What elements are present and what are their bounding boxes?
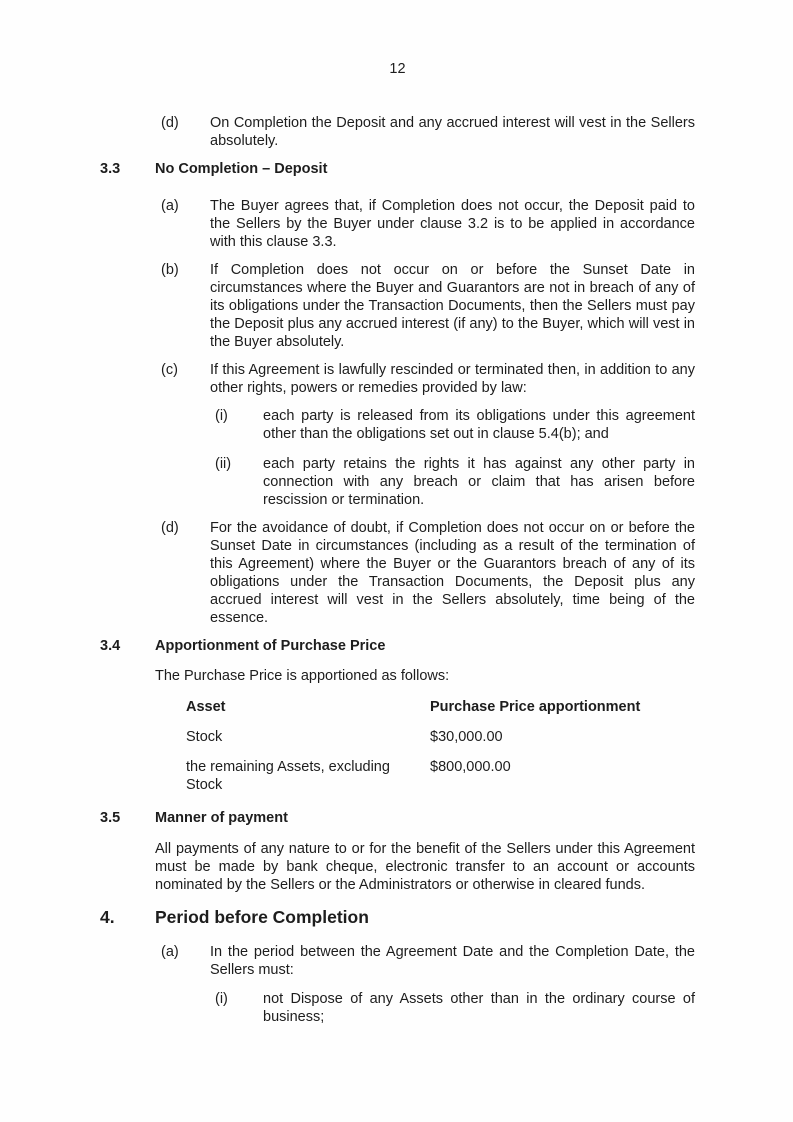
clause-text: On Completion the Deposit and any accrued interest will vest in the Sellers absolutely. (210, 115, 695, 149)
section-heading-4 (100, 906, 695, 928)
section-title: Apportionment of Purchase Price (155, 638, 386, 654)
section-title: Period before Completion (155, 907, 369, 927)
section-heading-3-5 (100, 809, 695, 827)
section-number: 3.5 (100, 810, 121, 826)
section-number: 4. (100, 907, 115, 927)
apportionment-table (186, 698, 695, 794)
page-number: 12 (389, 61, 406, 77)
clause-label: (d) (161, 520, 179, 536)
asset-cell: Stock (186, 729, 223, 745)
section-number: 3.4 (100, 638, 121, 654)
clause-label: (a) (161, 198, 179, 214)
clause-4-a-i (100, 990, 695, 1026)
manner-of-payment-body: All payments of any nature to or for the benefit of the Sellers under this Agreement must be made by bank cheque, electronic transfer to an account or accounts nominated by the Sellers or the Administrators or otherwise in cleared funds. (155, 841, 695, 893)
clause-4-a (100, 943, 695, 979)
clause-label: (i) (215, 408, 228, 424)
clause-3-3-a (100, 197, 695, 251)
clause-label: (b) (161, 262, 179, 278)
table-row (186, 758, 695, 794)
clause-text: For the avoidance of doubt, if Completion does not occur on or before the Sunset Date in circumstances (including as a result of the termination of this Agreement) where the Buyer or the Guarantors breach of any of its obligations under the Transaction Documents, the Deposit plus any accrued interest will vest in the Sellers absolutely, time being of the essence. (210, 520, 695, 626)
clause-text: In the period between the Agreement Date and the Completion Date, the Sellers must: (210, 944, 695, 978)
table-header-asset: Asset (186, 699, 226, 715)
section-title: No Completion – Deposit (155, 161, 328, 177)
clause-3-3-c (100, 361, 695, 397)
table-header-amount: Purchase Price apportionment (430, 699, 641, 715)
section-heading-3-4 (100, 637, 695, 655)
clause-3-3-c-i (100, 407, 695, 443)
section-number: 3.3 (100, 161, 121, 177)
clause-text: If this Agreement is lawfully rescinded or terminated then, in addition to any other rights, powers or remedies provided by law: (210, 362, 695, 396)
clause-intro-d (100, 114, 695, 150)
clause-text: The Buyer agrees that, if Completion does not occur, the Deposit paid to the Sellers by the Buyer under clause 3.2 is to be applied in accordance with this clause 3.3. (210, 198, 695, 250)
table-row (186, 728, 695, 746)
clause-label: (ii) (215, 456, 232, 472)
apportionment-lead: The Purchase Price is apportioned as follows: (155, 668, 450, 684)
clause-text: If Completion does not occur on or before the Sunset Date in circumstances where the Buyer and Guarantors are not in breach of any of its obligations under the Transaction Documents, then the Sellers must pay the Deposit plus any accrued interest (if any) to the Buyer, which will vest in the Buyer absolutely. (210, 262, 695, 350)
section-title: Manner of payment (155, 810, 288, 826)
clause-label: (i) (215, 991, 228, 1007)
table-header-row (186, 698, 695, 716)
clause-label: (a) (161, 944, 179, 960)
clause-text: each party is released from its obligations under this agreement other than the obligations set out in clause 5.4(b); and (263, 408, 695, 442)
clause-label: (c) (161, 362, 178, 378)
amount-cell: $800,000.00 (430, 759, 511, 775)
asset-cell: the remaining Assets, excluding Stock (186, 759, 390, 793)
amount-cell: $30,000.00 (430, 729, 503, 745)
clause-label: (d) (161, 115, 179, 131)
clause-3-3-c-ii (100, 455, 695, 509)
clause-text: not Dispose of any Assets other than in the ordinary course of business; (263, 991, 695, 1025)
clause-3-3-b (100, 261, 695, 351)
clause-text: each party retains the rights it has against any other party in connection with any breach or claim that has arisen before rescission or termination. (263, 456, 695, 508)
clause-3-3-d (100, 519, 695, 627)
section-heading-3-3 (100, 160, 695, 178)
